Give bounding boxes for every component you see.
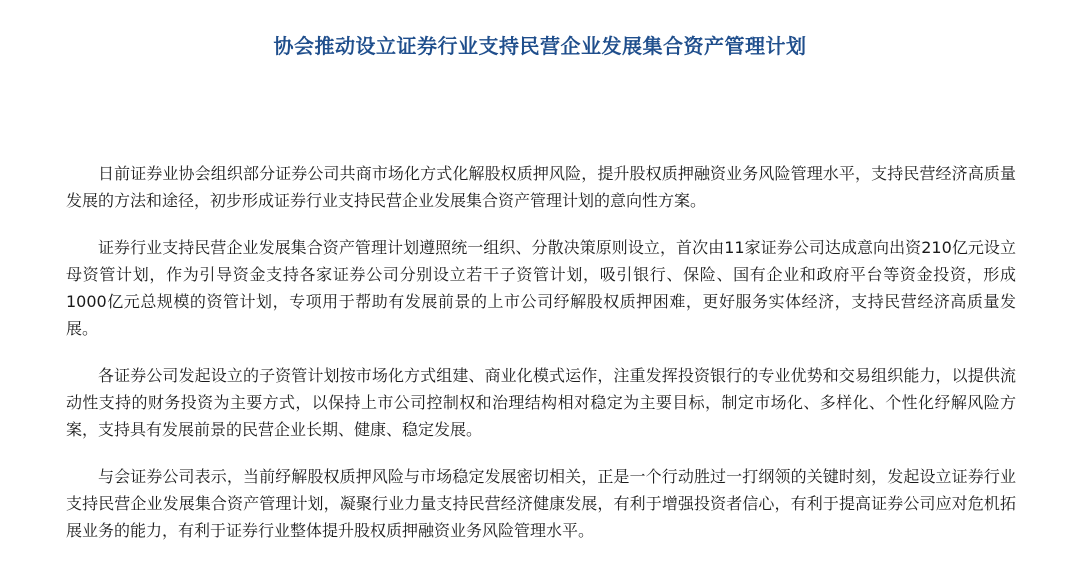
paragraph: 证券行业支持民营企业发展集合资产管理计划遵照统一组织、分散决策原则设立，首次由11家证券公司达成意向出资210亿元设立母资管计划，作为引导资金支持各家证券公司分别设立若干子资管计划，吸引银行、保险、国有企业和政府平台等资金投资，形成1000亿元总规模的资管计划，专项用于帮助有发展前景的上市公司纾解股权质押困难，更好服务实体经济，支持民营经济高质量发展。 (66, 238, 1016, 338)
paragraph: 各证券公司发起设立的子资管计划按市场化方式组建、商业化模式运作，注重发挥投资银行的专业优势和交易组织能力，以提供流动性支持的财务投资为主要方式，以保持上市公司控制权和治理结构相对稳定为主要目标，制定市场化、多样化、个性化纾解风险方案，支持具有发展前景的民营企业长期、健康、稳定发展。 (66, 366, 1016, 439)
article-body (66, 160, 1016, 564)
paragraph: 日前证券业协会组织部分证券公司共商市场化方式化解股权质押风险，提升股权质押融资业务风险管理水平，支持民营经济高质量发展的方法和途径，初步形成证券行业支持民营企业发展集合资产管理计划的意向性方案。 (66, 164, 1016, 210)
paragraph: 与会证券公司表示，当前纾解股权质押风险与市场稳定发展密切相关，正是一个行动胜过一打纲领的关键时刻，发起设立证券行业支持民营企业发展集合资产管理计划，凝聚行业力量支持民营经济健康发展，有利于增强投资者信心，有利于提高证券公司应对危机拓展业务的能力，有利于证券行业整体提升股权质押融资业务风险管理水平。 (66, 467, 1016, 540)
article-title: 协会推动设立证券行业支持民营企业发展集合资产管理计划 (273, 34, 807, 58)
